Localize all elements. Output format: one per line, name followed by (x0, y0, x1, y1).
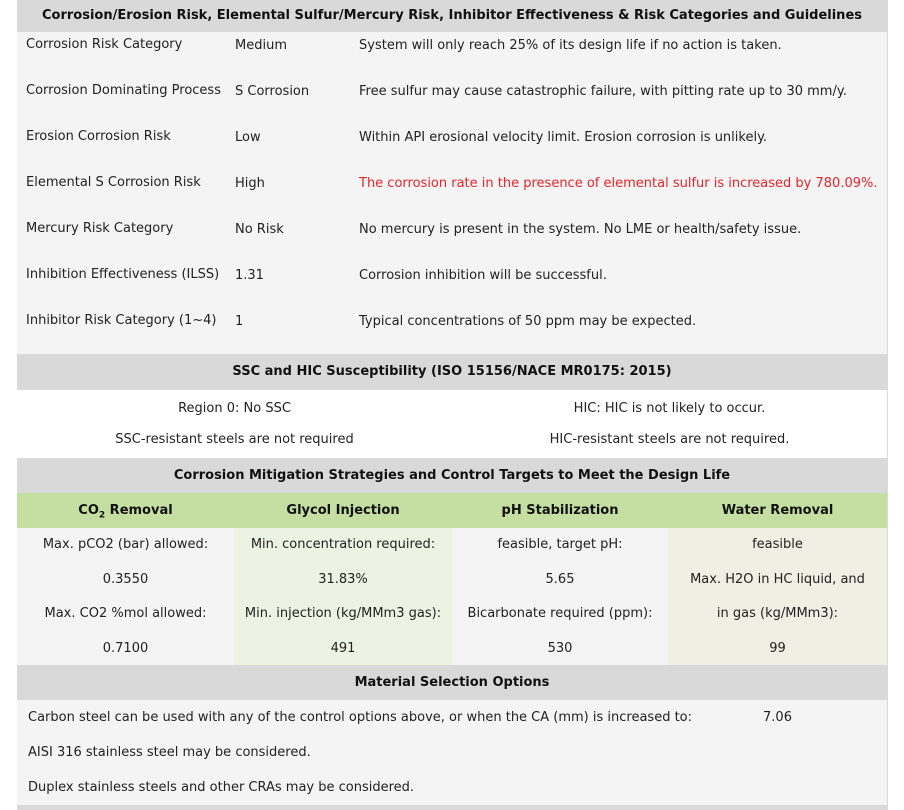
ph-stabilization-header: pH Stabilization (452, 493, 668, 528)
ph-stabilization-column (452, 528, 668, 665)
risk-value: 1.31 (235, 268, 264, 283)
glycol-injection-label: Min. injection (kg/MMm3 gas): (244, 606, 442, 621)
risk-label: Corrosion Risk Category (26, 37, 183, 52)
risk-note-warning: The corrosion rate in the presence of elemental sulfur is increased by 780.09%. (359, 176, 878, 191)
co2-pco2-label: Max. pCO2 (bar) allowed: (42, 537, 209, 552)
co2-mol-value: 0.7100 (102, 641, 149, 656)
hic-result: HIC: HIC is not likely to occur. (573, 401, 766, 416)
risk-value: 1 (235, 314, 244, 329)
risk-note: No mercury is present in the system. No LME or health/safety issue. (359, 222, 802, 237)
aisi-316-option: AISI 316 stainless steel may be considered. (28, 745, 311, 760)
risk-label: Inhibitor Risk Category (1~4) (26, 313, 217, 328)
risk-label: Inhibition Effectiveness (ILSS) (26, 267, 220, 282)
material-section-title: Material Selection Options (17, 665, 887, 700)
material-options-panel (17, 700, 887, 805)
risk-label: Corrosion Dominating Process (26, 83, 221, 98)
co2-header-suffix: Removal (105, 503, 173, 518)
risk-label: Mercury Risk Category (26, 221, 174, 236)
glycol-injection-header: Glycol Injection (234, 493, 452, 528)
risk-label: Elemental S Corrosion Risk (26, 175, 201, 190)
risk-note: System will only reach 25% of its design life if no action is taken. (359, 38, 782, 53)
bicarbonate-label: Bicarbonate required (ppm): (467, 606, 653, 621)
risk-note: Free sulfur may cause catastrophic failure, with pitting rate up to 30 mm/y. (359, 84, 847, 99)
ph-target-label: feasible, target pH: (497, 537, 623, 552)
carbon-steel-option: Carbon steel can be used with any of the control options above, or when the CA (mm) is increased to: (28, 710, 693, 725)
co2-removal-column (17, 528, 234, 665)
hic-steel-requirement: HIC-resistant steels are not required. (549, 432, 790, 447)
co2-removal-header (17, 493, 234, 528)
bicarbonate-value: 530 (547, 641, 573, 656)
mitigation-section-title: Corrosion Mitigation Strategies and Control Targets to Meet the Design Life (17, 458, 887, 493)
glycol-concentration-label: Min. concentration required: (250, 537, 436, 552)
ssc-hic-panel (17, 390, 887, 458)
corrosion-allowance-value: 7.06 (763, 710, 792, 725)
risk-note: Typical concentrations of 50 ppm may be expected. (359, 314, 697, 329)
water-max-value: 99 (769, 641, 786, 656)
risk-note: Within API erosional velocity limit. Erosion corrosion is unlikely. (359, 130, 768, 145)
co2-header-subscript: 2 (98, 510, 106, 521)
risk-label: Erosion Corrosion Risk (26, 129, 171, 144)
risk-value: Low (235, 130, 261, 145)
risk-table (17, 32, 887, 354)
water-hc-liquid-label: Max. H2O in HC liquid, and (690, 572, 865, 587)
ssc-section-title: SSC and HIC Susceptibility (ISO 15156/NACE MR0175: 2015) (17, 354, 887, 390)
ssc-region: Region 0: No SSC (178, 401, 291, 416)
risk-section-title: Corrosion/Erosion Risk, Elemental Sulfur/Mercury Risk, Inhibitor Effectiveness & Risk Categories and Guidelines (17, 0, 887, 32)
risk-note: Corrosion inhibition will be successful. (359, 268, 607, 283)
water-removal-column (668, 528, 887, 665)
risk-value: S Corrosion (235, 84, 310, 99)
co2-pco2-value: 0.3550 (102, 572, 149, 587)
water-gas-label: in gas (kg/MMm3): (716, 606, 839, 621)
co2-header-prefix: CO (78, 503, 99, 518)
ssc-steel-requirement: SSC-resistant steels are not required (115, 432, 354, 447)
co2-mol-label: Max. CO2 %mol allowed: (44, 606, 207, 621)
ph-target-value: 5.65 (545, 572, 575, 587)
table-bottom-border (17, 805, 887, 810)
risk-value: No Risk (235, 222, 284, 237)
glycol-injection-column (234, 528, 452, 665)
water-feasible-label: feasible (752, 537, 803, 552)
glycol-concentration-value: 31.83% (318, 572, 368, 587)
duplex-option: Duplex stainless steels and other CRAs may be considered. (28, 780, 415, 795)
risk-value: High (235, 176, 265, 191)
risk-value: Medium (235, 38, 287, 53)
water-removal-header: Water Removal (668, 493, 887, 528)
glycol-injection-value: 491 (330, 641, 356, 656)
